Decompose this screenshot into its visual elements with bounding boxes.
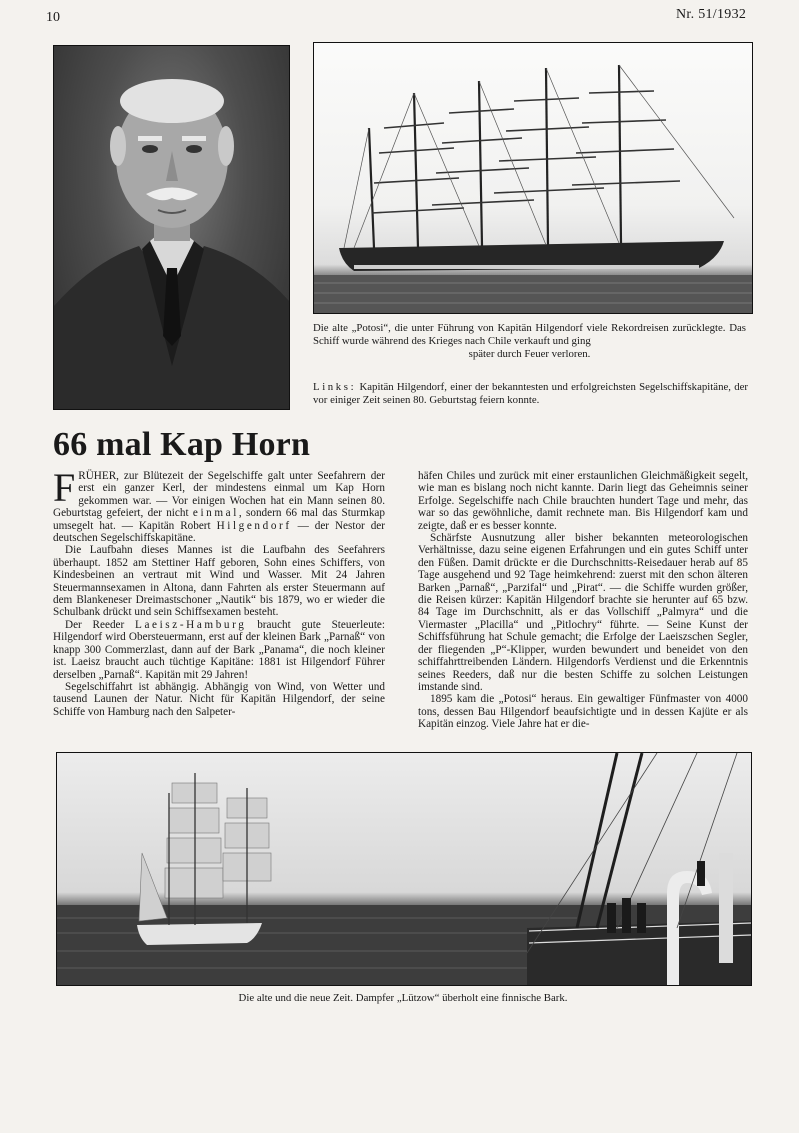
paragraph-1-text-a: RÜHER, zur Blütezeit der Segelschiffe galt unter Seefahrern der erst ein ganzer Kerl, der mindestens einmal um Kap Horn gekommen war. — Vor einigen Wochen hat ein Mann seinen 80. Geburtstag gefeiert, der nicht bbox=[53, 470, 385, 520]
potosi-caption-last: später durch Feuer verloren. bbox=[468, 348, 591, 360]
paragraph-1-text-c: — der Nestor der deutschen Segelschiffskapitäne. bbox=[53, 519, 385, 545]
links-text: Kapitän Hilgendorf, einer der bekanntesten und erfolgreichsten Segelschiffskapitäne, der vor einiger Zeit seinen 80. Geburtstag feiern konnte. bbox=[313, 381, 748, 406]
sailing-ship-photo-icon bbox=[314, 43, 752, 313]
article-column-right bbox=[418, 470, 748, 731]
potosi-caption bbox=[313, 322, 746, 361]
potosi-caption-main: Die alte „Potosi“, die unter Führung von Kapitän Hilgendorf viele Rekordreisen zurücklegte. Das Schiff wurde während des Krieges nach Chile verkauft und ging bbox=[313, 322, 746, 347]
paragraph-1 bbox=[53, 465, 385, 545]
paragraph-6: Schärfste Ausnutzung aller bisher bekannten meteorologischen Verhältnisse, dazu seine eigenen Erfahrungen und ein gutes Schiff unter den Füßen. Damit drückte er die Durchschnitts-Reisedauer herab auf 85 Tage ausgehend und 92 Tage heimkehrend: zuerst mit den schon älteren Barken „Parnaß“, „Parzifal“ und „Pirat“. — die Schiffe wurden größer, die Reisen kürzer: Kapitän Hilgendorf brachte sie herunter auf 65 bzw. 84 Tage im Durchschnitt, als er das Vollschiff „Palmyra“ und die Viermaster „Placilla“ und „Pitlochry“ führte. — Seine Kunst der Schiffsführung hat Schule gemacht; die Erfolge der Laeiszschen Segler, der fliegenden „P“-Klipper, wurden bewundert und beneidet von den schiffahrttreibenden Ländern. Hilgendorfs Verdienst und die Erkenntnis seines Reeders, daß nur die besten Schiffe zu solchen Leistungen imstande sind. bbox=[418, 532, 748, 693]
article-column-left bbox=[53, 465, 385, 718]
paragraph-7: 1895 kam die „Potosi“ heraus. Ein gewaltiger Fünfmaster von 4000 tons, dessen Bau Hilgendorf beaufsichtigte und in dessen Kajüte er als Kapitän einzog. Viele Jahre hat er die- bbox=[418, 693, 748, 731]
paragraph-3-text-a: Der Reeder bbox=[65, 618, 136, 631]
article-headline: 66 mal Kap Horn bbox=[53, 426, 311, 463]
emphasis-einmal: einmal bbox=[192, 507, 239, 520]
portrait-photo-icon bbox=[54, 46, 289, 409]
bottom-photo-caption: Die alte und die neue Zeit. Dampfer „Lützow“ überholt eine finnische Bark. bbox=[238, 992, 568, 1004]
portrait-caption bbox=[313, 381, 748, 407]
paragraph-4: Segelschiffahrt ist abhängig. Abhängig von Wind, von Wetter und tausend Launen der Natur. Nicht für Kapitän Hilgendorf, der seine Schiffe von Hamburg nach den Salpeter- bbox=[53, 680, 385, 718]
issue-number: Nr. 51/1932 bbox=[676, 7, 747, 22]
paragraph-2: Die Laufbahn dieses Mannes ist die Laufbahn des Seefahrers überhaupt. 1852 am Stettiner Haff geboren, Sohn eines Schiffers, von Kindesbeinen an vertraut mit Wind und Wasser. Mit 24 Jahren Steuermannsexamen in Altona, dann Fahrten als erster Steuermann auf dem Blankeneser Dreimastschoner „Nautik“ bis 1879, wo er wieder die Schulbank drückt und sein Schiffsexamen besteht. bbox=[53, 544, 385, 619]
paragraph-3 bbox=[53, 619, 385, 681]
paragraph-3-text-b: braucht gute Steuerleute: Hilgendorf wird Obersteuermann, erst auf der kleinen Bark „Parnaß“ von knapp 300 Commerzlast, dann auf der Bark „Panama“, die noch kleiner ist. Laeisz braucht auch tüchtige Kapitäne: 1881 ist Hilgendorf Führer derselben „Parnaß“. Kapitän mit 29 Jahren! bbox=[53, 618, 385, 681]
sailing-ship-photo bbox=[313, 42, 753, 314]
drop-cap: F bbox=[53, 465, 76, 510]
links-label: Links: bbox=[313, 381, 357, 393]
steamer-and-bark-photo bbox=[56, 752, 752, 986]
page-number: 10 bbox=[46, 10, 60, 25]
emphasis-name: Hilgendorf bbox=[216, 519, 292, 532]
emphasis-laeisz: Laeisz-Hamburg bbox=[135, 618, 247, 631]
portrait-photo bbox=[53, 45, 290, 410]
steamer-and-bark-photo-icon bbox=[57, 753, 751, 985]
paragraph-5: häfen Chiles und zurück mit einer erstaunlichen Gleichmäßigkeit segelt, wie man es bislang noch nicht kannte. Darin liegt das Geheimnis seiner Erfolge. Segelschiffe nach Chile brauchten hundert Tage und mehr, das war so das gewöhnliche, damit rechnete man. Bis Hilgendorf kam und zeigte, daß er es besser konnte. bbox=[418, 470, 748, 532]
paragraph-1-text-b: , sondern 66 mal das Sturmkap umsegelt hat. — Kapitän Robert bbox=[53, 507, 385, 532]
